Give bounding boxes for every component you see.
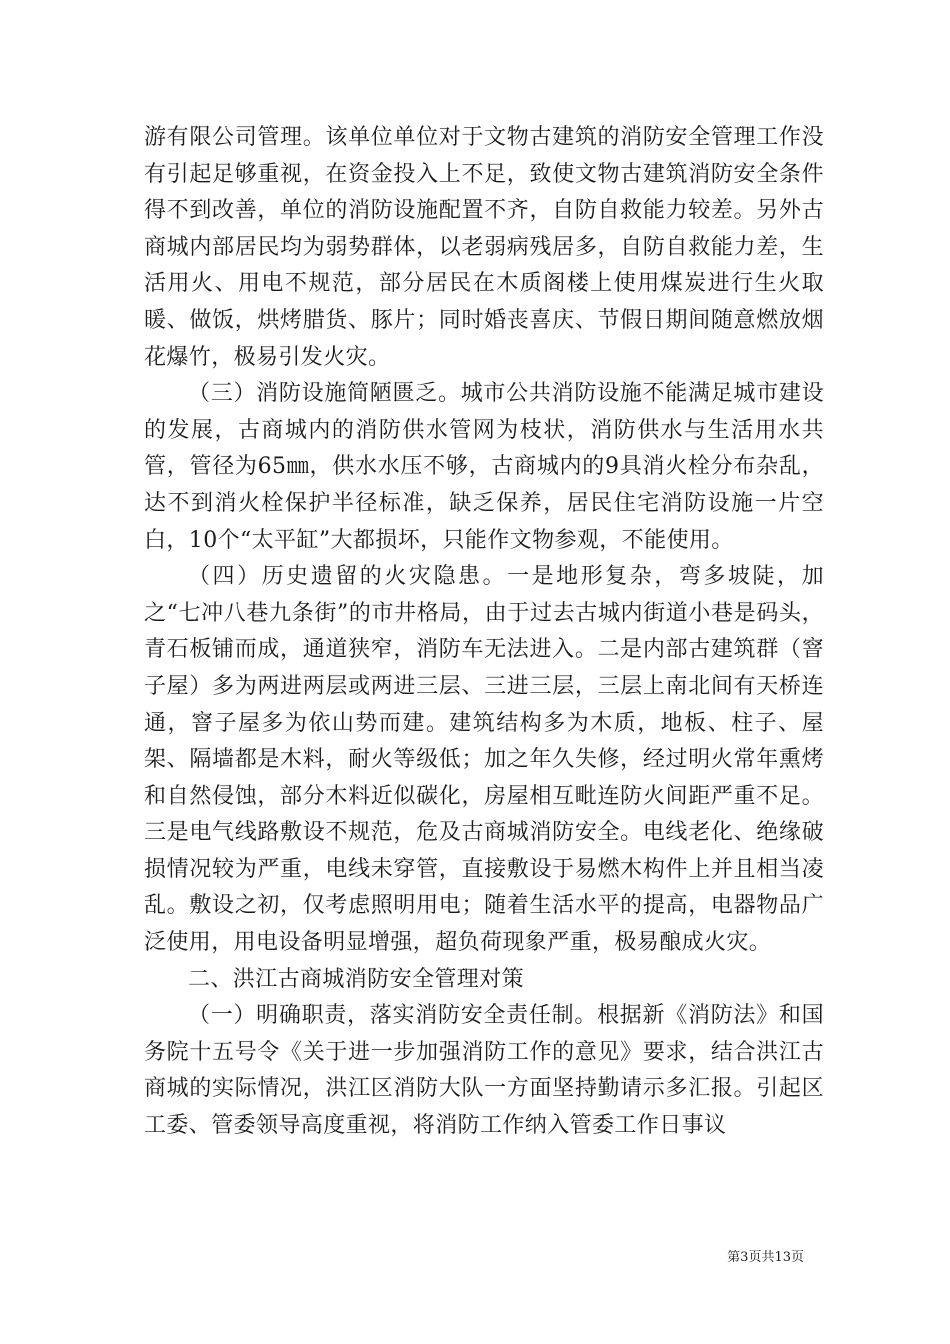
paragraph-fire-management-context: 游有限公司管理。该单位单位对于文物古建筑的消防安全管理工作没有引起足够重视，在资金投入上不足，致使文物古建筑消防安全条件得不到改善，单位的消防设施配置不齐，自防自救能力较差。另外古商城内部居民均为弱势群体，以老弱病残居多，自防自救能力差，生活用火、用电不规范，部分居民在木质阁楼上使用煤炭进行生火取暖、做饭，烘烤腊货、豚片；同时婚丧喜庆、节假日期间随意燃放烟花爆竹，极易引发火灾。 xyxy=(144,125,824,370)
page-number-footer: 第3页共13页 xyxy=(727,1250,804,1265)
paragraph-fire-facilities: （三）消防设施简陋匮乏。城市公共消防设施不能满足城市建设的发展，古商城内的消防供水管网为枝状，消防供水与生活用水共管，管径为65㎜，供水水压不够，古商城内的9具消火栓分布杂乱，达不到消火栓保护半径标准，缺乏保养，居民住宅消防设施一片空白，10个“太平缸”大都损坏，只能作文物参观，不能使用。 xyxy=(144,381,824,553)
document-body xyxy=(144,120,824,1145)
paragraph-historical-hazards: （四）历史遗留的火灾隐患。一是地形复杂，弯多坡陡，加之“七冲八巷九条街”的市井格局，由于过去古城内街道小巷是码头，青石板铺而成，通道狭窄，消防车无法进入。二是内部古建筑群（窨子屋）多为两进两层或两进三层、三进三层，三层上南北间有天桥连通，窨子屋多为依山势而建。建筑结构多为木质，地板、柱子、屋架、隔墙都是木料，耐火等级低；加之年久失修，经过明火常年熏烤和自然侵蚀，部分木料近似碳化，房屋相互毗连防火间距严重不足。三是电气线路敷设不规范，危及古商城消防安全。电线老化、绝缘破损情况较为严重，电线未穿管，直接敷设于易燃木构件上并且相当凌乱。敷设之初，仅考虑照明用电；随着生活水平的提高，电器物品广泛使用，用电设备明显增强，超负荷现象严重，极易酿成火灾。 xyxy=(144,564,824,956)
paragraph-responsibilities: （一）明确职责，落实消防安全责任制。根据新《消防法》和国务院十五号令《关于进一步加强消防工作的意见》要求，结合洪江古商城的实际情况，洪江区消防大队一方面坚持勤请示多汇报。引起区工委、管委领导高度重视，将消防工作纳入管委工作日事议 xyxy=(144,1003,824,1139)
section-heading-countermeasures: 二、洪江古商城消防安全管理对策 xyxy=(188,966,525,992)
